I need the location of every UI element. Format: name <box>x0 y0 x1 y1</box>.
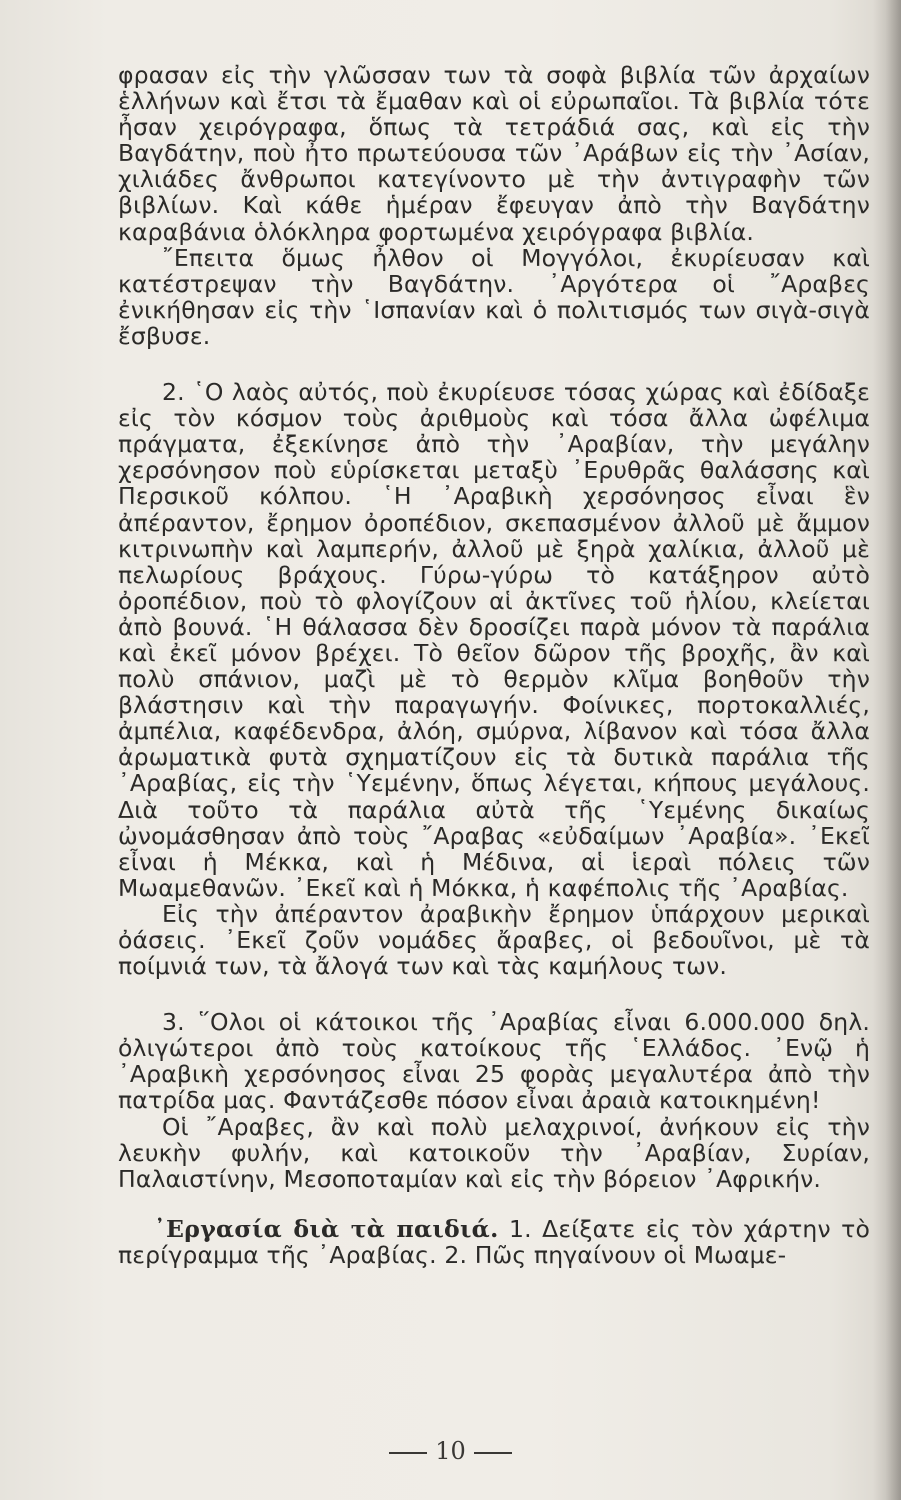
left-dash <box>389 1452 427 1454</box>
body-text <box>118 62 870 1268</box>
paragraph-mongols: ῎Επειτα ὅμως ἦλθον οἱ Μογγόλοι, ἐκυρίευσαν καὶ κατέστρεψαν τὴν Βαγδάτην. ᾿Αργότερα οἱ ῎Αραβες ἐνικήθησαν εἰς τὴν ῾Ισπανίαν καὶ ὁ πολιτισμός των σιγὰ-σιγὰ ἔσβυσε. <box>118 243 870 350</box>
page-number <box>0 1437 901 1465</box>
paragraph-arabian-peninsula: 2. ῾Ο λαὸς αὐτός, ποὺ ἐκυρίευσε τόσας χώρας καὶ ἐδίδαξε εἰς τὸν κόσμον τοὺς ἀριθμοὺς καὶ τόσα ἄλλα ὠφέλιμα πράγματα, ἐξεκίνησε ἀπὸ τὴν ᾿Αραβίαν, τὴν μεγάλην χερσόνησον ποὺ εὑρίσκεται μεταξὺ ᾿Ερυθρᾶς θαλάσσης καὶ Περσικοῦ κόλπου. ῾Η ᾿Αραβικὴ χερσόνησος εἶναι ἓν ἀπέραντον, ἔρημον ὀροπέδιον, σκεπασμένον ἀλλοῦ μὲ ἄμμον κιτρινωπὴν καὶ λαμπερήν, ἀλλοῦ μὲ ξηρὰ χαλίκια, ἀλλοῦ μὲ πελωρίους βράχους. Γύρω-γύρω τὸ κατάξηρον αὐτὸ ὀροπέδιον, ποὺ τὸ φλογίζουν αἱ ἀκτῖνες τοῦ ἡλίου, κλείεται ἀπὸ βουνά. ῾Η θάλασσα δὲν δροσίζει παρὰ μόνον τὰ παράλια καὶ ἐκεῖ μόνον βρέχει. Τὸ θεῖον δῶρον τῆς βροχῆς, ἂν καὶ πολὺ σπάνιον, μαζὶ μὲ τὸ θερμὸν κλῖμα βοηθοῦν τὴν βλάστησιν καὶ τὴν παραγωγήν. Φοίνικες, πορτοκαλλιές, ἀμπέλια, καφέδενδρα, ἀλόη, σμύρνα, λίβανον καὶ τόσα ἄλλα ἀρωματικὰ φυτὰ σχηματίζουν εἰς τὰ δυτικὰ παράλια τῆς ᾿Αραβίας, εἰς τὴν ῾Υεμένην, ὅπως λέγεται, κήπους μεγάλους. Διὰ τοῦτο τὰ παράλια αὐτὰ τῆς ῾Υεμένης δικαίως ὠνομάσθησαν ἀπὸ τοὺς ῎Αραβας «εὐδαίμων ᾿Αραβία». ᾿Εκεῖ εἶναι ἡ Μέκκα, καὶ ἡ Μέδινα, αἱ ἱεραὶ πόλεις τῶν Μωαμεθανῶν. ᾿Εκεῖ καὶ ἡ Μόκκα, ἡ καφέπολις τῆς ᾿Αραβίας. <box>118 378 870 902</box>
exercise-block <box>118 1216 870 1268</box>
exercise-title: ᾿Εργασία διὰ τὰ παιδιά. <box>154 1214 499 1243</box>
page-edge-shadow <box>873 0 901 1500</box>
page-number-value: 10 <box>435 1437 466 1465</box>
paragraph-baghdad-books: φρασαν εἰς τὴν γλῶσσαν των τὰ σοφὰ βιβλία τῶν ἀρχαίων ἑλλήνων καὶ ἔτσι τὰ ἔμαθαν καὶ οἱ εὐρωπαῖοι. Τὰ βιβλία τότε ἦσαν χειρόγραφα, ὅπως τὰ τετράδιά σας, καὶ εἰς τὴν Βαγδάτην, ποὺ ἦτο πρωτεύουσα τῶν ᾿Αράβων εἰς τὴν ᾿Ασίαν, χιλιάδες ἄνθρωποι κατεγίνοντο μὲ τὴν ἀντιγραφὴν τῶν βιβλίων. Καὶ κάθε ἡμέραν ἔφευγαν ἀπὸ τὴν Βαγδάτην καραβάνια ὁλόκληρα φορτωμένα χειρόγραφα βιβλία. <box>118 61 870 246</box>
paragraph-population: 3. ῞Ολοι οἱ κάτοικοι τῆς ᾿Αραβίας εἶναι 6.000.000 δηλ. ὀλιγώτεροι ἀπὸ τοὺς κατοίκους τῆς ῾Ελλάδος. ᾿Ενῷ ἡ ᾿Αραβικὴ χερσόνησος εἶναι 25 φορὰς μεγαλυτέρα ἀπὸ τὴν πατρίδα μας. Φαντάζεσθε πόσον εἶναι ἀραιὰ κατοικημένη! <box>118 1008 870 1115</box>
right-dash <box>474 1452 512 1454</box>
exercise-text: 1. Δείξατε εἰς τὸν χάρτην τὸ περίγραμμα τῆς ᾿Αραβίας. 2. Πῶς πηγαίνουν οἱ Μωαμε- <box>118 1214 870 1269</box>
paragraph-arabs-race: Οἱ ῎Αραβες, ἂν καὶ πολὺ μελαχρινοί, ἀνήκουν εἰς τὴν λευκὴν φυλήν, καὶ κατοικοῦν τὴν ᾿Αραβίαν, Συρίαν, Παλαιστίνην, Μεσοποταμίαν καὶ εἰς τὴν βόρειον ᾿Αφρικήν. <box>118 1112 870 1193</box>
paragraph-oases: Εἰς τὴν ἀπέραντον ἀραβικὴν ἔρημον ὑπάρχουν μερικαὶ ὀάσεις. ᾿Εκεῖ ζοῦν νομάδες ἄραβες, οἱ βεδουῖνοι, μὲ τὰ ποίμνιά των, τὰ ἄλογά των καὶ τὰς καμήλους των. <box>118 899 870 981</box>
